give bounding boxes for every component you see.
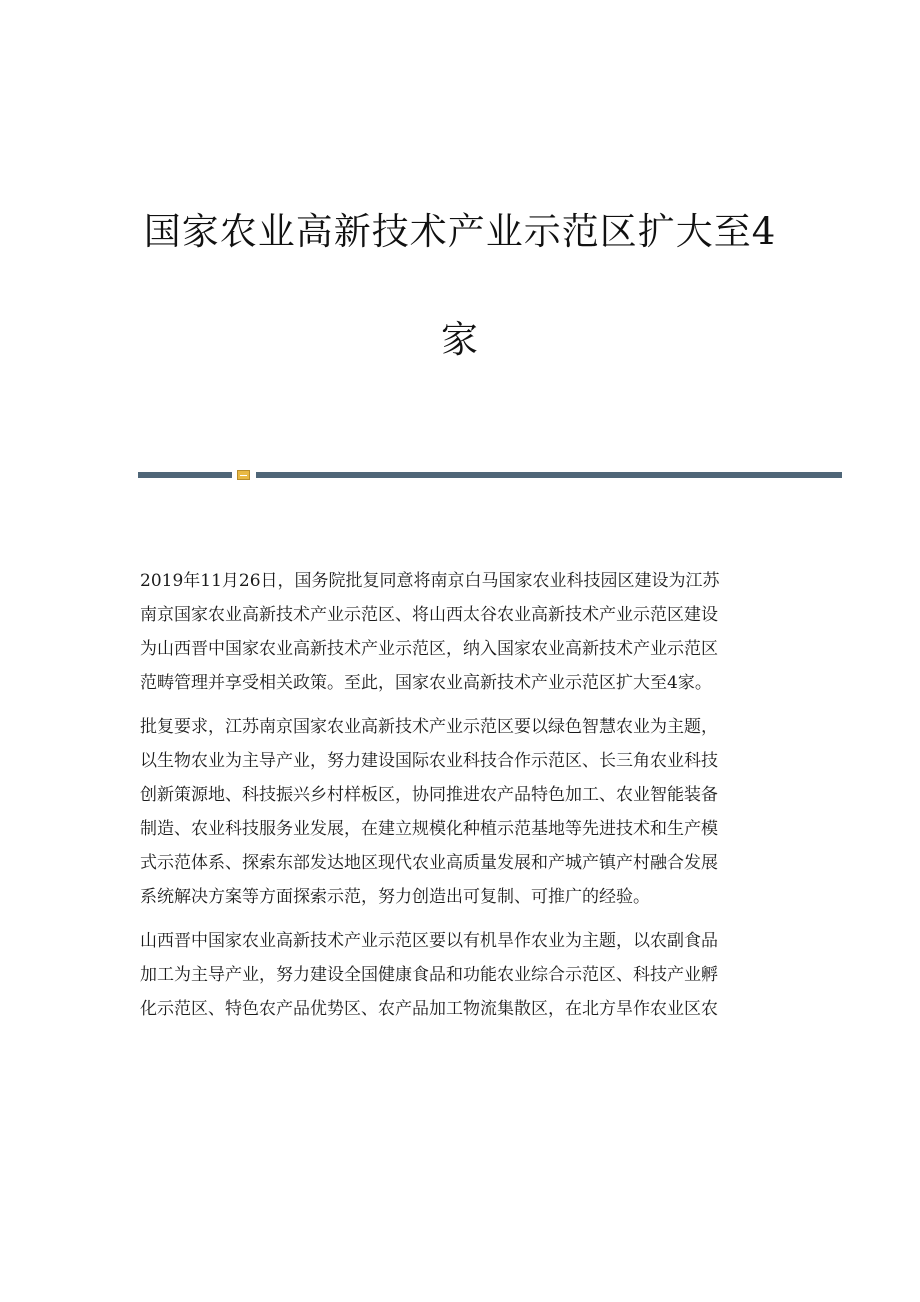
text-line: 制造、农业科技服务业发展，在建立规模化种植示范基地等先进技术和生产模 xyxy=(140,819,718,839)
text-line: 南京国家农业高新技术产业示范区、将山西太谷农业高新技术产业示范区建设 xyxy=(140,605,718,625)
divider-bar-left xyxy=(138,472,232,478)
text-line: 为山西晋中国家农业高新技术产业示范区，纳入国家农业高新技术产业示范区 xyxy=(140,639,718,659)
text-line: 以生物农业为主导产业，努力建设国际农业科技合作示范区、长三角农业科技 xyxy=(140,751,718,771)
title-line-2: 家 xyxy=(441,318,479,361)
paragraph-3 xyxy=(140,924,780,1026)
text-line: 式示范体系、探索东部发达地区现代农业高质量发展和产城产镇产村融合发展 xyxy=(140,853,718,873)
text-line: 创新策源地、科技振兴乡村样板区，协同推进农产品特色加工、农业智能装备 xyxy=(140,785,718,805)
text-line: 批复要求，江苏南京国家农业高新技术产业示范区要以绿色智慧农业为主题， xyxy=(140,717,718,737)
text-line: 山西晋中国家农业高新技术产业示范区要以有机旱作农业为主题，以农副食品 xyxy=(140,931,718,951)
text-line: 范畴管理并享受相关政策。至此，国家农业高新技术产业示范区扩大至4家。 xyxy=(140,673,712,693)
title-divider xyxy=(138,470,842,480)
divider-bar-right xyxy=(256,472,842,478)
document-title xyxy=(120,205,800,361)
text-line: 加工为主导产业，努力建设全国健康食品和功能农业综合示范区、科技产业孵 xyxy=(140,965,718,985)
text-line: 2019年11月26日，国务院批复同意将南京白马国家农业科技园区建设为江苏 xyxy=(140,571,720,591)
title-line-1: 国家农业高新技术产业示范区扩大至4 xyxy=(143,210,777,253)
divider-ornament-icon xyxy=(237,470,250,480)
paragraph-1 xyxy=(140,564,780,700)
text-line: 系统解决方案等方面探索示范，努力创造出可复制、可推广的经验。 xyxy=(140,887,650,907)
paragraph-2 xyxy=(140,710,780,914)
article-body xyxy=(140,564,780,1036)
text-line: 化示范区、特色农产品优势区、农产品加工物流集散区，在北方旱作农业区农 xyxy=(140,999,718,1019)
